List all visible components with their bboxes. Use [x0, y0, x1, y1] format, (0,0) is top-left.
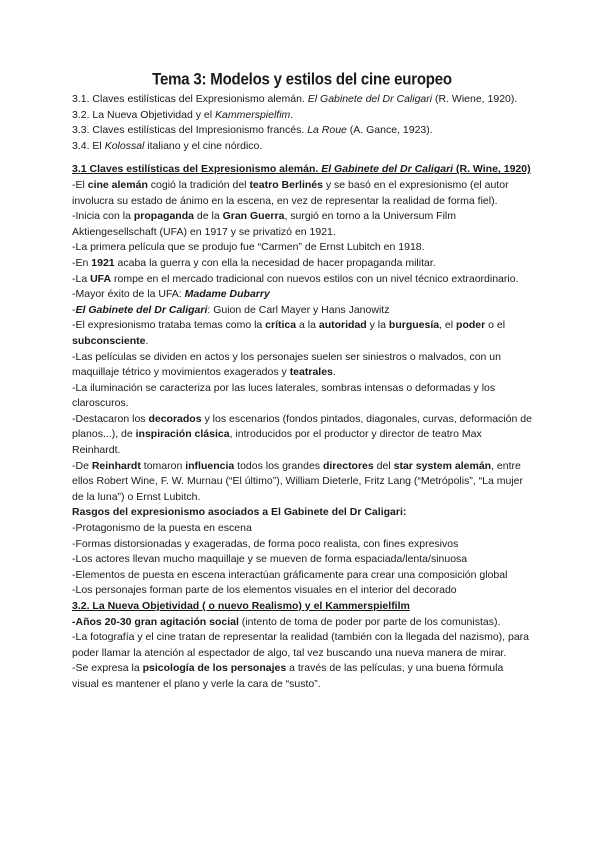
list-item: -Los personajes forman parte de los elementos visuales en el interior del decorado: [72, 584, 457, 597]
paragraph: -De Reinhardt tomaron influencia todos los grandes directores del star system alemán, entre ellos Robert Wine, F. W. Murnau (“El último”), William Dieterle, Fritz Lang (“Metrópolis”, “La mujer de la luna”) o Ernst Lubitch.: [72, 459, 524, 503]
toc-item-3-3: 3.3. Claves estilísticas del Impresionismo francés. La Roue (A. Gance, 1923).: [72, 124, 433, 137]
paragraph: -Años 20-30 gran agitación social (intento de toma de poder por parte de los comunistas).: [72, 615, 501, 628]
paragraph: -Se expresa la psicología de los personajes a través de las películas, y una buena fórmula visual es mantener el plano y verle la cara de “susto”.: [72, 662, 504, 690]
spacer: [72, 154, 532, 162]
section-heading-3-1: 3.1 Claves estilísticas del Expresionismo alemán. El Gabinete del Dr Caligari (R. Wine, 1920): [72, 163, 531, 176]
section-heading-3-2: 3.2. La Nueva Objetividad ( o nuevo Realismo) y el Kammerspielfilm: [72, 600, 410, 612]
paragraph: -El expresionismo trataba temas como la crítica a la autoridad y la burguesía, el poder o el subconsciente.: [72, 319, 506, 347]
paragraph: -Inicia con la propaganda de la Gran Guerra, surgió en torno a la Universum Film Aktiengesellschaft (UFA) en 1917 y se privatizó en 1921.: [72, 210, 457, 238]
paragraph: -La primera película que se produjo fue “Carmen” de Ernst Lubitch en 1918.: [72, 241, 425, 254]
list-item: -Los actores llevan mucho maquillaje y se mueven de forma espaciada/lenta/sinuosa: [72, 553, 468, 566]
paragraph: -Las películas se dividen en actos y los personajes suelen ser siniestros o malvados, con un maquillaje tétrico y movimientos exagerados y teatrales.: [72, 350, 501, 379]
list-item: -Elementos de puesta en escena interactúan gráficamente para crear una composición global: [72, 568, 508, 581]
document-title: Tema 3: Modelos y estilos del cine europeo: [152, 70, 452, 89]
paragraph: -El Gabinete del Dr Caligari: Guion de Carl Mayer y Hans Janowitz: [72, 303, 390, 316]
rasgos-heading: Rasgos del expresionismo asociados a El Gabinete del Dr Caligari:: [72, 506, 407, 519]
paragraph: -La UFA rompe en el mercado tradicional con nuevos estilos con un nivel técnico extraordinario.: [72, 272, 519, 285]
toc-item-3-4: 3.4. El Kolossal italiano y el cine nórdico.: [72, 139, 263, 152]
paragraph: -Destacaron los decorados y los escenarios (fondos pintados, diagonales, curvas, deformación de planos...), de inspiración clásica, introducidos por el productor y director de teatro Max Reinhardt.: [72, 412, 532, 457]
toc-item-3-1: 3.1. Claves estilísticas del Expresionismo alemán. El Gabinete del Dr Caligari (R. Wiene, 1920).: [72, 93, 518, 105]
paragraph: -La iluminación se caracteriza por las luces laterales, sombras intensas o deformadas y los claroscuros.: [72, 381, 496, 410]
list-item: -Protagonismo de la puesta en escena: [72, 522, 252, 535]
paragraph: -La fotografía y el cine tratan de representar la realidad (también con la llegada del nazismo), para poder llamar la atención al espectador de algo, tal vez buscando una nueva manera de mirar.: [72, 631, 530, 659]
document-page: [72, 70, 532, 693]
paragraph: -Mayor éxito de la UFA: Madame Dubarry: [72, 288, 270, 301]
list-item: -Formas distorsionadas y exageradas, de forma poco realista, con fines expresivos: [72, 537, 459, 550]
paragraph: -En 1921 acaba la guerra y con ella la necesidad de hacer propaganda militar.: [72, 256, 436, 269]
paragraph: -El cine alemán cogió la tradición del teatro Berlinés y se basó en el expresionismo (el autor involucra su estado de ánimo en la escena, en vez de representar la realidad de forma fiel).: [72, 178, 509, 207]
toc-item-3-2: 3.2. La Nueva Objetividad y el Kammerspielfim.: [72, 108, 294, 121]
